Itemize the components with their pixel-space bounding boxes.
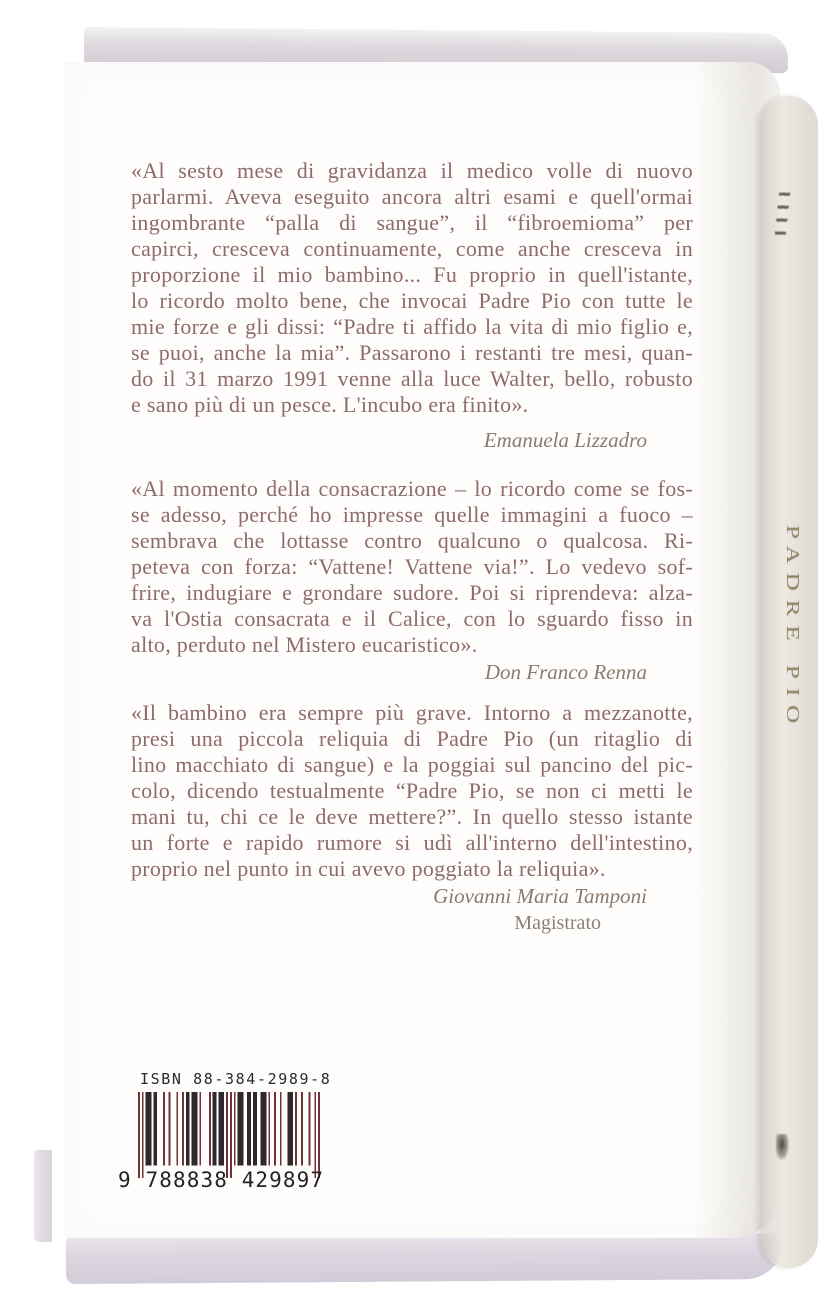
barcode-digits: 9 788838 429897 <box>118 1168 325 1192</box>
spine-publisher-logo <box>776 1134 789 1160</box>
quote-line: ingombrante “palla di sangue”, il “fibroemioma” per <box>131 210 693 235</box>
quote-1-signature: Emanuela Lizzadro <box>483 428 647 452</box>
quote-line: capirci, cresceva continuamente, come anche cresceva in <box>131 236 693 261</box>
spine-author-mark <box>774 188 790 239</box>
quote-line: colo, dicendo testualmente “Padre Pio, se non ci metti le <box>131 778 693 803</box>
quote-block-3 <box>131 700 693 882</box>
book-back-cover-photo <box>50 26 803 1286</box>
quote-line: «Al momento della consacrazione – lo ricordo come se fos- <box>131 476 693 501</box>
quote-line: parlarmi. Aveva eseguito ancora altri esami e quell'ormai <box>131 184 693 209</box>
quote-line: peteva con forza: “Vattene! Vattene via!”. Lo vedevo sof- <box>131 554 693 579</box>
barcode-bars <box>138 1092 320 1178</box>
quote-line: lino macchiato di sangue) e la poggiai sul pancino del pic- <box>131 752 693 777</box>
quote-3-signature: Giovanni Maria Tamponi <box>433 884 647 908</box>
quote-line: presi una piccola reliquia di Padre Pio (un ritaglio di <box>131 726 693 751</box>
quote-line: «Al sesto mese di gravidanza il medico volle di nuovo <box>131 158 693 183</box>
quote-line: va l'Ostia consacrata e il Calice, con lo sguardo fisso in <box>131 606 693 631</box>
left-page-edge <box>34 1150 52 1242</box>
quote-line: mie forze e gli dissi: “Padre ti affido la vita di mio figlio e, <box>131 314 693 339</box>
quote-line: frire, indugiare e grondare sudore. Poi si riprendeva: alza- <box>131 580 693 605</box>
quote-line: un forte e rapido rumore si udì all'interno dell'intestino, <box>131 830 693 855</box>
quote-line: alto, perduto nel Mistero eucaristico». <box>131 632 478 657</box>
quote-line: e sano più di un pesce. L'incubo era finito». <box>131 392 529 417</box>
quote-block-1 <box>131 158 693 418</box>
quote-line: se puoi, anche la mia”. Passarono i restanti tre mesi, quan- <box>131 340 693 365</box>
back-cover <box>64 62 780 1238</box>
quote-line: proporzione il mio bambino... Fu proprio in quell'istante, <box>131 262 693 287</box>
quote-line: proprio nel punto in cui avevo poggiato la reliquia». <box>131 856 606 881</box>
spine-title: PADRE PIO <box>782 525 803 733</box>
quote-block-2 <box>131 476 693 658</box>
book-spine <box>760 96 818 1268</box>
quote-line: sembrava che lottasse contro qualcuno o qualcosa. Ri- <box>131 528 693 553</box>
quote-line: do il 31 marzo 1991 venne alla luce Walter, bello, robusto <box>131 366 693 391</box>
quote-3-signature-role: Magistrato <box>514 912 601 934</box>
quote-line: mani tu, chi ce le deve mettere?”. In quello stesso istante <box>131 804 693 829</box>
quote-line: lo ricordo molto bene, che invocai Padre Pio con tutte le <box>131 288 693 313</box>
isbn-label: ISBN 88-384-2989-8 <box>140 1070 332 1088</box>
quote-line: se adesso, perché ho impresse quelle immagini a fuoco – <box>131 502 693 527</box>
quote-2-signature: Don Franco Renna <box>484 660 647 684</box>
quote-line: «Il bambino era sempre più grave. Intorno a mezzanotte, <box>131 700 693 725</box>
bottom-page-edge <box>66 1233 784 1284</box>
